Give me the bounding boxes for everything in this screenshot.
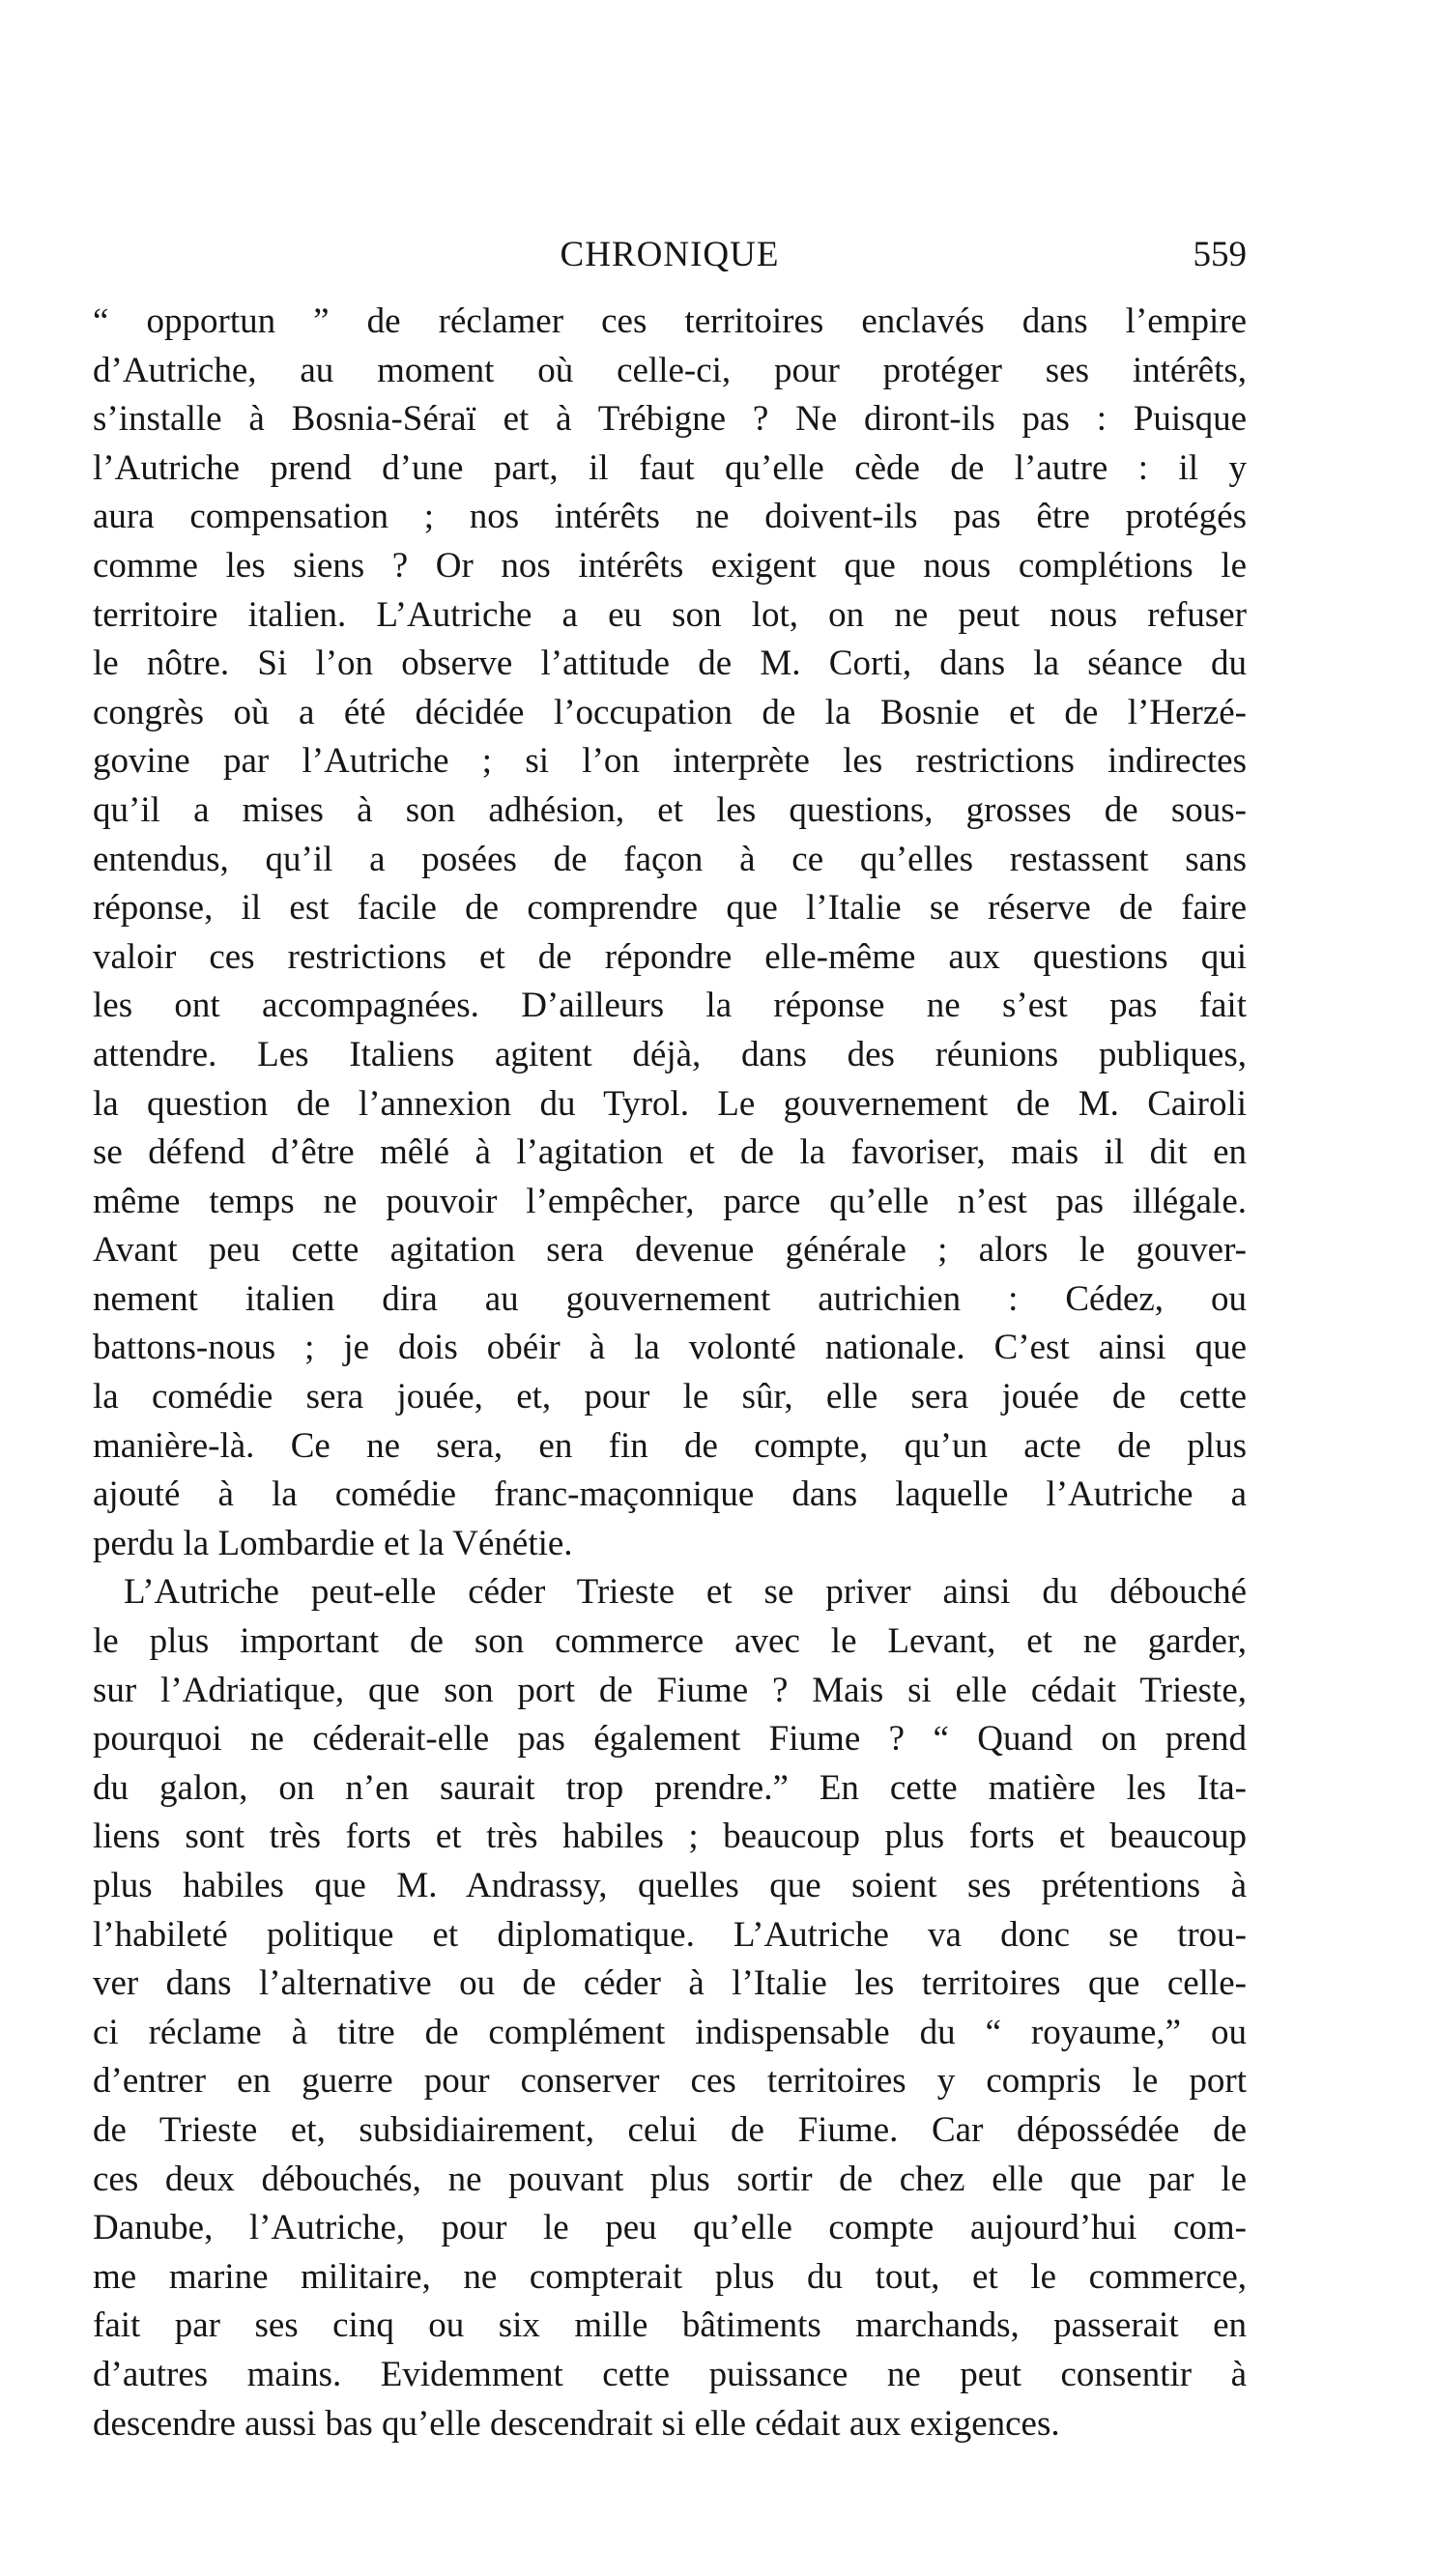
page-number: 559 [1193, 235, 1247, 274]
text-line: de Trieste et, subsidiairement, celui de Fiume. Car dépossédée de [93, 2109, 1247, 2150]
text-line: descendre aussi bas qu’elle descendrait si elle cédait aux exigences. [93, 2403, 1060, 2444]
text-line: Danube, l’Autriche, pour le peu qu’elle compte aujourd’hui com- [93, 2208, 1247, 2248]
text-line: du galon, on n’en saurait trop prendre.” En cette matière les Ita- [93, 1767, 1247, 1808]
text-line: L’Autriche peut-elle céder Trieste et se priver ainsi du débouché [124, 1572, 1247, 1613]
text-line: aura compensation ; nos intérêts ne doivent-ils pas être protégés [93, 497, 1247, 537]
text-line: battons-nous ; je dois obéir à la volonté nationale. C’est ainsi que [93, 1328, 1247, 1368]
text-line: d’autres mains. Evidemment cette puissance ne peut consentir à [93, 2354, 1247, 2394]
text-line: s’installe à Bosnia-Séraï et à Trébigne ? Ne diront-ils pas : Puisque [93, 399, 1247, 440]
text-line: fait par ses cinq ou six mille bâtiments marchands, passerait en [93, 2305, 1247, 2346]
text-line: manière-là. Ce ne sera, en fin de compte, qu’un acte de plus [93, 1425, 1247, 1466]
text-line: l’Autriche prend d’une part, il faut qu’elle cède de l’autre : il y [93, 447, 1247, 488]
text-line: d’Autriche, au moment où celle-ci, pour protéger ses intérêts, [93, 350, 1247, 390]
body-text [93, 298, 1247, 2448]
text-line: perdu la Lombardie et la Vénétie. [93, 1523, 573, 1563]
text-line: la question de l’annexion du Tyrol. Le gouvernement de M. Cairoli [93, 1083, 1247, 1124]
text-line: ajouté à la comédie franc-maçonnique dans laquelle l’Autriche a [93, 1474, 1247, 1515]
text-line: le plus important de son commerce avec le Levant, et ne garder, [93, 1621, 1247, 1662]
text-line: réponse, il est facile de comprendre que l’Italie se réserve de faire [93, 888, 1247, 929]
running-title: CHRONIQUE [560, 235, 780, 274]
text-line: pourquoi ne céderait-elle pas également Fiume ? “ Quand on prend [93, 1719, 1247, 1760]
text-line: ci réclame à titre de complément indispensable du “ royaume,” ou [93, 2012, 1247, 2052]
text-line: entendus, qu’il a posées de façon à ce qu’elles restassent sans [93, 839, 1247, 879]
text-line: congrès où a été décidée l’occupation de la Bosnie et de l’Herzé- [93, 692, 1247, 732]
text-line: nement italien dira au gouvernement autrichien : Cédez, ou [93, 1278, 1247, 1319]
text-line: attendre. Les Italiens agitent déjà, dans des réunions publiques, [93, 1034, 1247, 1074]
text-line: Avant peu cette agitation sera devenue générale ; alors le gouver- [93, 1230, 1247, 1271]
paragraph-2 [93, 1568, 1247, 2448]
paragraph-1 [93, 298, 1247, 1568]
text-line: plus habiles que M. Andrassy, quelles que soient ses prétentions à [93, 1866, 1247, 1905]
text-line: la comédie sera jouée, et, pour le sûr, elle sera jouée de cette [93, 1377, 1247, 1417]
text-line: territoire italien. L’Autriche a eu son lot, on ne peut nous refuser [93, 594, 1247, 635]
text-line: govine par l’Autriche ; si l’on interprète les restrictions indirectes [93, 741, 1247, 782]
text-line: même temps ne pouvoir l’empêcher, parce qu’elle n’est pas illégale. [93, 1181, 1247, 1221]
text-line: ces deux débouchés, ne pouvant plus sortir de chez elle que par le [93, 2159, 1247, 2199]
text-line: comme les siens ? Or nos intérêts exigent que nous complétions le [93, 545, 1247, 586]
text-line: ver dans l’alternative ou de céder à l’Italie les territoires que celle- [93, 1963, 1247, 2004]
text-line: me marine militaire, ne compterait plus du tout, et le commerce, [93, 2256, 1247, 2297]
text-line: “ opportun ” de réclamer ces territoires enclavés dans l’empire [93, 301, 1247, 341]
text-line: valoir ces restrictions et de répondre elle-même aux questions qui [93, 936, 1247, 977]
text-line: sur l’Adriatique, que son port de Fiume ? Mais si elle cédait Trieste, [93, 1670, 1247, 1710]
running-head [93, 228, 1247, 282]
text-line: d’entrer en guerre pour conserver ces territoires y compris le port [93, 2061, 1247, 2102]
text-line: l’habileté politique et diplomatique. L’Autriche va donc se trou- [93, 1914, 1247, 1955]
text-line: qu’il a mises à son adhésion, et les questions, grosses de sous- [93, 789, 1247, 830]
text-line: les ont accompagnées. D’ailleurs la réponse ne s’est pas fait [93, 986, 1247, 1026]
text-line: le nôtre. Si l’on observe l’attitude de M. Corti, dans la séance du [93, 644, 1247, 684]
text-line: se défend d’être mêlé à l’agitation et de la favoriser, mais il dit en [93, 1132, 1247, 1173]
text-line: liens sont très forts et très habiles ; beaucoup plus forts et beaucoup [93, 1817, 1247, 1857]
